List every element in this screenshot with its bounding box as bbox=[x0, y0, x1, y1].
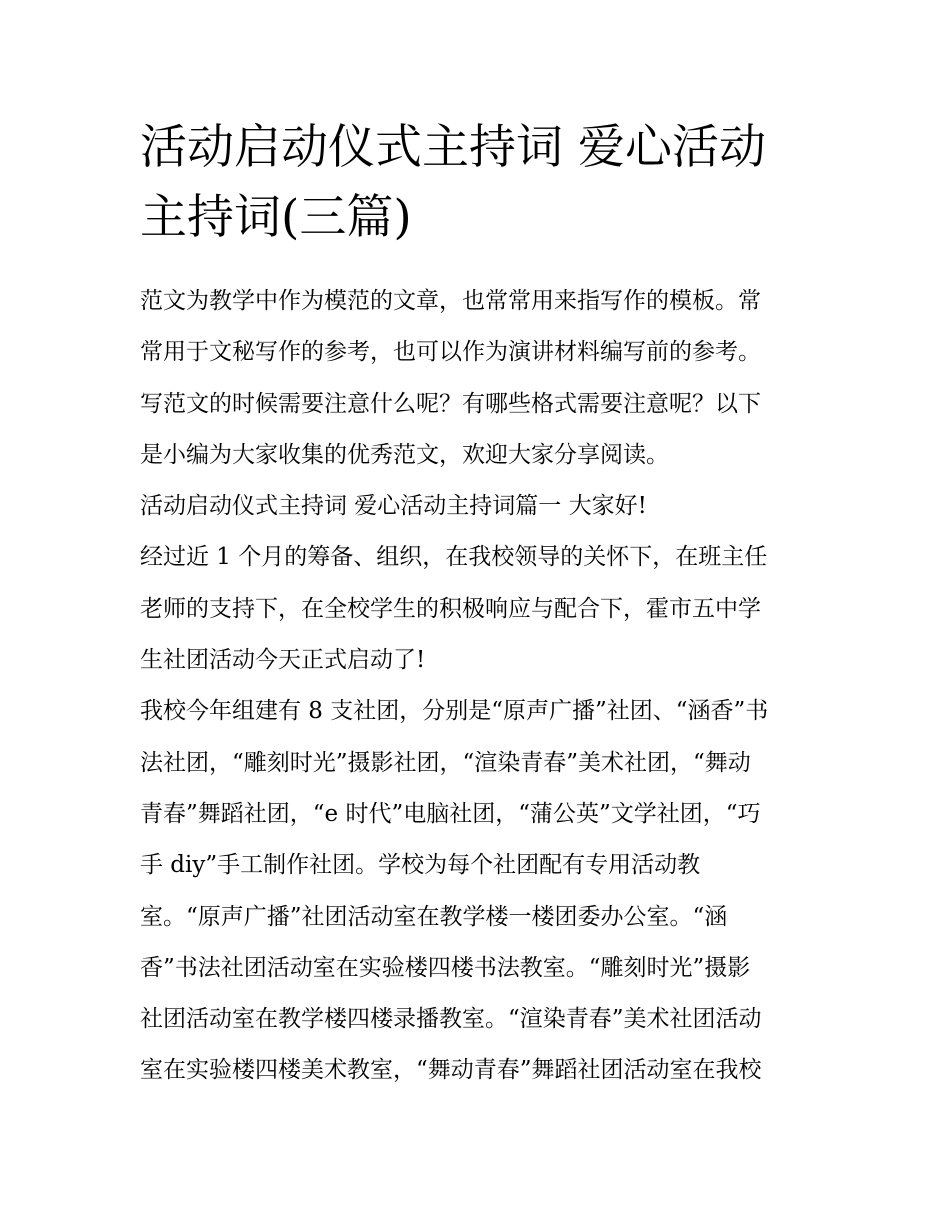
body-line: 室。“原声广播”社团活动室在教学楼一楼团委办公室。“涵 bbox=[140, 903, 728, 930]
body-line: 手 diy”手工制作社团。学校为每个社团配有专用活动教 bbox=[140, 852, 701, 879]
body-line: 香”书法社团活动室在实验楼四楼书法教室。“雕刻时光”摄影 bbox=[140, 954, 751, 981]
body-line: 写范文的时候需要注意什么呢？有哪些格式需要注意呢？以下 bbox=[140, 390, 761, 417]
body-line: 经过近 1 个月的筹备、组织，在我校领导的关怀下，在班主任 bbox=[140, 544, 768, 571]
body-line: 是小编为大家收集的优秀范文，欢迎大家分享阅读。 bbox=[140, 441, 669, 468]
body-line: 老师的支持下，在全校学生的积极响应与配合下，霍市五中学 bbox=[140, 595, 761, 622]
body-line: 生社团活动今天正式启动了! bbox=[140, 647, 426, 674]
body-line: 社团活动室在教学楼四楼录播教室。“渲染青春”美术社团活动 bbox=[140, 1006, 762, 1033]
body-line: 范文为教学中作为模范的文章，也常常用来指写作的模板。常 bbox=[140, 288, 761, 314]
body-line: 我校今年组建有 8 支社团，分别是“原声广播”社团、“涵香”书 bbox=[140, 698, 769, 725]
body-line: 常用于文秘写作的参考，也可以作为演讲材料编写前的参考。 bbox=[140, 339, 761, 366]
body-line: 青春”舞蹈社团，“e 时代”电脑社团，“蒲公英”文学社团，“巧 bbox=[140, 800, 761, 827]
body-line: 法社团，“雕刻时光”摄影社团，“渲染青春”美术社团，“舞动 bbox=[140, 749, 751, 776]
title-line: 活动启动仪式主持词 爱心活动 bbox=[140, 120, 766, 175]
document-body bbox=[140, 281, 820, 1102]
title-line: 主持词(三篇) bbox=[140, 190, 412, 245]
section-heading-line: 活动启动仪式主持词 爱心活动主持词篇一 大家好! bbox=[140, 493, 647, 520]
body-line: 室在实验楼四楼美术教室，“舞动青春”舞蹈社团活动室在我校 bbox=[140, 1057, 762, 1084]
document-title bbox=[140, 113, 820, 253]
